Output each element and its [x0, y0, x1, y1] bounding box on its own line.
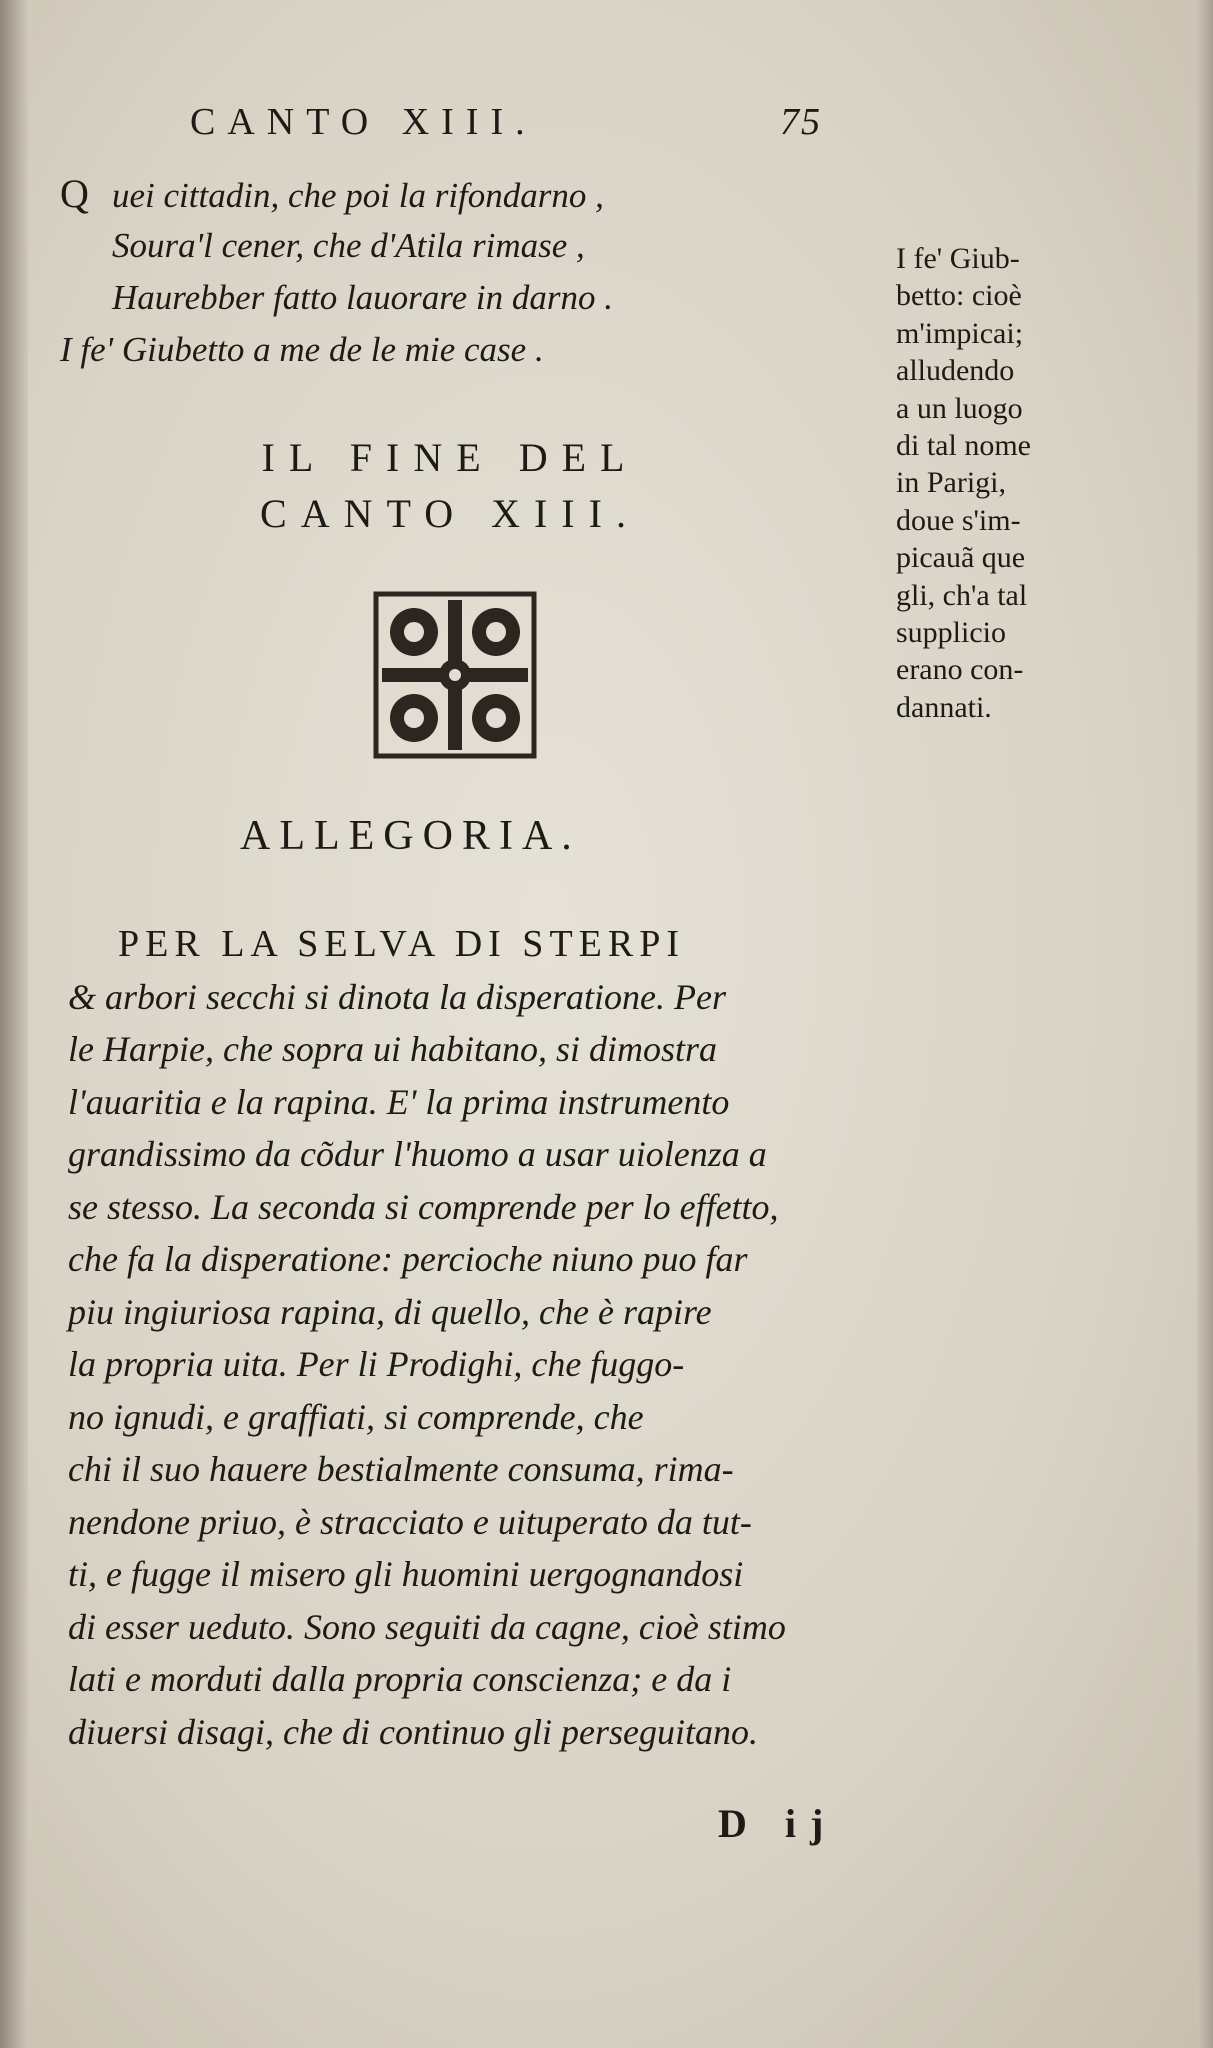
- canto-end-title: [150, 430, 750, 542]
- text-line: se stesso. La seconda si comprende per lo effetto,: [68, 1186, 779, 1227]
- text-line: ti, e fugge il misero gli huomini uergognandosi: [68, 1554, 744, 1594]
- allegoria-heading: ALLEGORIA.: [240, 813, 581, 859]
- text-line: lati e morduti dalla propria conscienza; e da i: [68, 1659, 732, 1699]
- text-line: diuersi disagi, che di continuo gli perseguitano.: [68, 1711, 758, 1752]
- note-line: betto: cioè: [896, 279, 1022, 313]
- verse-line: [60, 168, 820, 220]
- text-line: PER LA SELVA DI STERPI: [118, 923, 685, 965]
- marginal-note: [896, 240, 1086, 726]
- note-line: supplicio: [896, 616, 1006, 650]
- note-line: I fe' Giub-: [896, 242, 1020, 275]
- note-line: erano con-: [896, 653, 1024, 687]
- verse-line: Haurebber fatto lauorare in darno .: [112, 278, 614, 317]
- text-line: l'auaritia e la rapina. E' la prima instrumento: [68, 1081, 730, 1122]
- text-line: no ignudi, e graffiati, si comprende, che: [68, 1396, 644, 1437]
- verse-line-text: uei cittadin, che poi la rifondarno ,: [112, 176, 604, 215]
- text-line: & arbori secchi si dinota la disperatione. Per: [68, 976, 726, 1017]
- verse-stanza: [60, 168, 820, 376]
- fleuron-ornament: [372, 590, 538, 760]
- running-title: CANTO XIII.: [190, 101, 537, 143]
- note-line: picauã que: [896, 541, 1026, 575]
- note-line: alludendo: [896, 354, 1015, 388]
- verse-initial: Q: [60, 171, 89, 216]
- note-line: doue s'im-: [896, 503, 1021, 537]
- text-line: le Harpie, che sopra ui habitano, si dimostra: [68, 1029, 717, 1069]
- signature-mark: D ij: [718, 1801, 838, 1846]
- note-line: in Parigi,: [896, 466, 1006, 500]
- note-line: a un luogo: [896, 391, 1023, 425]
- text-line: nendone priuo, è stracciato e uituperato da tut-: [68, 1501, 752, 1542]
- page-number: 75: [780, 101, 822, 143]
- allegoria-text: [68, 918, 898, 1758]
- text-line: grandissimo da cõdur l'huomo a usar uiolenza a: [68, 1134, 767, 1174]
- text-line: la propria uita. Per li Prodighi, che fuggo-: [68, 1344, 685, 1384]
- verse-line: I fe' Giubetto a me de le mie case .: [60, 330, 544, 369]
- note-line: m'impicai;: [896, 316, 1024, 350]
- binding-edge: [0, 0, 28, 2048]
- text-line: che fa la disperatione: percioche niuno puo far: [68, 1239, 748, 1279]
- text-line: chi il suo hauere bestialmente consuma, rima-: [68, 1449, 734, 1489]
- end-title-line: CANTO XIII.: [260, 491, 640, 536]
- text-line: di esser ueduto. Sono seguiti da cagne, cioè stimo: [68, 1606, 786, 1647]
- text-line: piu ingiuriosa rapina, di quello, che è rapire: [68, 1291, 712, 1332]
- end-title-line: IL FINE DEL: [261, 435, 639, 480]
- note-line: dannati.: [896, 690, 992, 724]
- page-edge: [1197, 0, 1213, 2048]
- verse-line: Soura'l cener, che d'Atila rimase ,: [112, 226, 585, 265]
- note-line: di tal nome: [896, 429, 1031, 463]
- note-line: gli, ch'a tal: [896, 578, 1028, 612]
